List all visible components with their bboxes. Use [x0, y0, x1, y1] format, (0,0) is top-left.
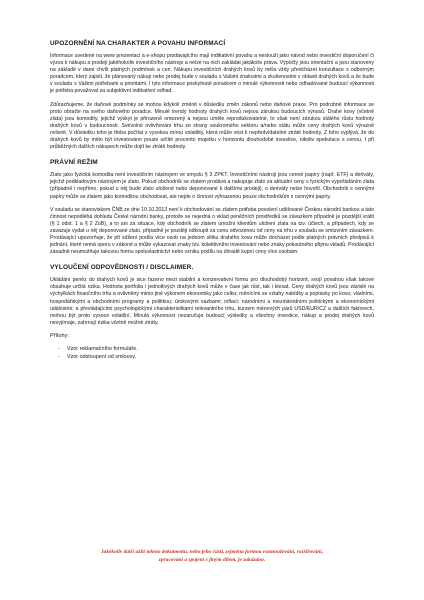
- section-title-disclaimer: VYLOUČENÍ ODPOVĚDNOSTI / DISCLAIMER.: [50, 264, 194, 272]
- dash-icon: -: [58, 353, 60, 360]
- copyright-line: zpracování a spojení s jiným dílem, je zakázáno.: [158, 557, 266, 563]
- paragraph: V souladu se stanoviskem ČNB ze dne 10.10.2013 není k obchodování se zlatem potřeba povolení udělované Českou národní bankou a tato činnost nepodléhá dohledu České národní banky, protože se nejedná o vklad peněžních prostředků se závazkem případně je pozdější vrátit (§ 1 odst. 1 a § 2 ZoB), a to ani za situace, kdy obchodník se zlatem umožní klientům uložení zlata na tzv. účtech, a případech, kdy se zavazuje vydat u něj deponované zlato, případně je později odkoupit za cenu odvozenou od ceny na trhu v souladu se smluvním závazkem. Prodávající upozorňuje, že při sdílení podílu více osob na jednom slitku drahého kovu může docházet podle platných právních předpisů k jednání, které nemá oporu v zákoně a může vykazovat znaky tzv. kolektivního investování nebo znaky pokoutného přijmu vkladů. Prodávající zásadně neumožňuje takovou formu spoluvlastnictví nebo vzniku podílu na úhradě kupní ceny více osobám.: [50, 206, 374, 256]
- attachment-item: [58, 345, 374, 353]
- attachments-list: [50, 345, 374, 361]
- dash-icon: -: [58, 345, 60, 352]
- paragraph: Ukládání peněz do drahých kovů je sice řazeno mezi stabilní a konzervativní formu pro dlouhodobý horizont, svojí povahou však takové obsahuje určitá rizika. Hodnota portfolia i jednotlivých drahých kovů může v čase jak růst, tak i klesat. Ceny drahých kovů jsou závislé na výchylkách finančního trhu a ovlivněny mimo jiné výkonem ekonomiky jako celku; měnícími se vztahy nabídky a poptávky po kovu; vládními, hospodářskými a obchodními programy a politikou; úrokovými sazbami; inflací; národními a mezinárodními politickými a ekonomickými událostmi; a převládajícími psychologickými charakteristikami relevantního trhu, kurzem měnových párů USD/EUR/CZ a dalších faktorech, mohou být proto vysoce volatilní. Minulá výkonnost nezaručuje budoucí výsledky a všechny investice, nákup a prodej drahých kovů nevyjímaje, zahrnují rizika včetně možné ztráty.: [50, 277, 374, 326]
- copyright-notice: [50, 548, 374, 564]
- paragraph: Informace uvedené na www prezentaci a e-shopu prodávajícího mají indikativní povahu a neslouží jako návod nebo investiční doporučení či výzva k nákupu a prodeji jakéhokoliv investičního nástroje a nelze na nich zakládat jakákoliv práva. Výpočty jsou orientační a jsou stanoveny na základě v dané chvíli platných podmínek a cen. Nákupu investičních drahých kovů by měla vždy předcházet konzultace s odborným poradcem, který zajistí, že plánovaný nákup nebo prodej bude v souladu s Vašimi znalostmi a zkušenostmi v oblasti drahých kovů a že bude v souladu s Vašimi potřebami a prioritami. I tyto informace poskytnuté poradcem o minulé výkonnosti nebo odhadované budoucí výkonnosti je potřeba považovat za subjektivní indikativní odhad.: [50, 53, 374, 95]
- attachment-item: [58, 353, 374, 361]
- section-title-legal: PRÁVNÍ REŽIM: [50, 159, 98, 167]
- paragraph: Zdůrazňujeme, že daňové podmínky se mohou kdykoli změnit v důsledku změn zákonů nebo daňové praxe. Pro podrobné informace se proto obraťte na svého daňového poradce. Minulé trendy hodnoty drahých kovů nejsou zárukou budoucích výnosů. Drahé kovy (včetně zlata) jsou komodity, jejichž výskyt je přirozeně omezený a nejsou uměle reprodukovatelné, to však není zárukou stálého růstu hodnoty drahých kovů v budoucnosti. Svévolné ovlivňování trhu ze strany soukromého sektoru a/nebo státu může ceny drahých kovů výrazně ovlivnit. V důsledku toho je třeba počítat s vysokou mírou volatility, která může vést k nepředvídatelné ztrátě hodnoty. Z toho vyplývá, že do drahých kovů by mělo být investováno pouze určité procento majetku v horizontu dlouhodobé investice, nikoliv spekulace s cenou. I při průběžných dalších nákupech může dojít ke ztrátě hodnoty.: [50, 101, 374, 151]
- attachment-label: Vzor reklamačního formuláře.: [67, 345, 138, 352]
- copyright-line: Jakékoliv další užití tohoto dokumentu, nebo jeho části, zejména formou rozmnožování, rozšiřování,: [100, 549, 324, 555]
- paragraph: Zlato jako fyzická komodita není investičním nástrojem ve smyslu § 3 ZPKT. Investičními nástroji jsou cenné papíry (např. ETF) a deriváty, jejichž podkladovým nástrojem je zlato. Pokud obchodník se zlatem prodává a nakupuje zlato za aktuální ceny s fyzickým vypořádáním zlata (případně i nepřímo, pokud u něj bude zlato uložené nebo deponované k dalšímu prodeji), o deriváty nelze hovořit. Obchodník s cennými papíry může se zlatem jako komoditou obchodovat, ale nejde o činnost vyhrazenou pouze obchodníkům s cennými papíry.: [50, 172, 374, 200]
- attachments-title: Přílohy:: [50, 332, 69, 339]
- section-title-character: UPOZORNĚNÍ NA CHARAKTER A POVAHU INFORMACÍ: [50, 40, 226, 47]
- attachment-label: Vzor odstoupení od smlouvy.: [67, 353, 137, 360]
